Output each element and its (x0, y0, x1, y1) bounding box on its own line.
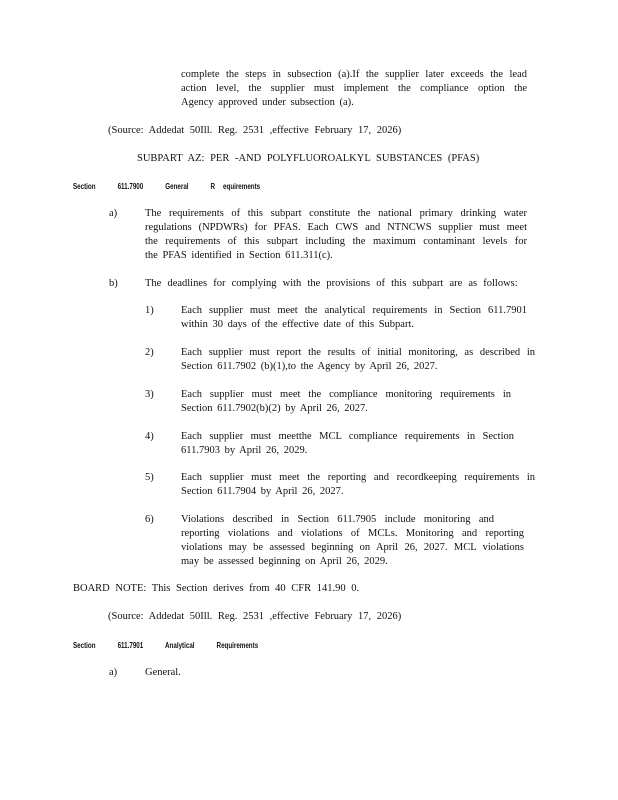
subitem-label: 1) (145, 305, 154, 316)
section-title-part: Requirements (216, 641, 259, 650)
section-number: 611.7901 (117, 641, 144, 650)
section-title-part: General (165, 182, 189, 191)
item-b-text (145, 277, 525, 291)
subitem-text (181, 430, 514, 458)
source-note: (Source: Addedat 50Ill. Reg. 2531 ,effective February 17, 2026) (108, 125, 402, 136)
item-a-text (145, 207, 527, 263)
item-a-line: regulations (NPDWRs) for PFAS. Each CWS and NTNCWS supplier must meet (145, 222, 527, 233)
subitem-text (181, 304, 527, 332)
item-a2-text: General. (145, 667, 181, 678)
subitem-line: may be assessed beginning on April 26, 2029. (181, 556, 388, 567)
item-a2-label: a) (109, 667, 118, 678)
section-title-part: Analytical (165, 641, 195, 650)
intro-paragraph (181, 68, 527, 110)
subitem-line: Section 611.7902(b)(2) by April 26, 2027. (181, 403, 368, 414)
item-a-line: the PFAS identified in Section 611.311(c). (145, 250, 333, 261)
subitem-label: 3) (145, 389, 154, 400)
section-title-part: R (210, 182, 216, 191)
subitem-label: 4) (145, 431, 154, 442)
subitem-line: Each supplier must meetthe MCL compliance requirements in Section (181, 431, 514, 442)
subitem-line: Each supplier must report the results of initial monitoring, as described in (181, 347, 535, 358)
item-b-line: The deadlines for complying with the provisions of this subpart are as follows: (145, 278, 518, 289)
subpart-title: SUBPART AZ: PER -AND POLYFLUOROALKYL SUBSTANCES (PFAS) (137, 153, 480, 164)
board-note: BOARD NOTE: This Section derives from 40 CFR 141.90 0. (73, 583, 360, 594)
subitem-line: 611.7903 by April 26, 2029. (181, 445, 308, 456)
subitem-label: 2) (145, 347, 154, 358)
item-a-line: The requirements of this subpart constitute the national primary drinking water (145, 208, 527, 219)
subitem-label: 6) (145, 514, 154, 525)
section-heading-7901 (73, 640, 278, 652)
subitem-line: Section 611.7904 by April 26, 2027. (181, 486, 344, 497)
section-number: 611.7900 (117, 182, 144, 191)
section-title-part: equirements (223, 182, 261, 191)
subitem-label: 5) (145, 472, 154, 483)
subitem-line: violations may be assessed beginning on April 26, 2027. MCL violations (181, 542, 524, 553)
item-b-label: b) (109, 278, 118, 289)
intro-line: Agency approved under subsection (a). (181, 97, 354, 108)
subitem-line: reporting violations and violations of MCLs. Monitoring and reporting (181, 528, 524, 539)
item-a-label: a) (109, 208, 118, 219)
section-word: Section (73, 182, 96, 191)
subitem-text (181, 471, 535, 499)
subitem-line: Each supplier must meet the compliance monitoring requirements in (181, 389, 511, 400)
intro-line: action level, the supplier must implement the compliance option the (181, 83, 527, 94)
item-a-line: the requirements of this subpart including the maximum contaminant levels for (145, 236, 527, 247)
section-word: Section (73, 641, 96, 650)
subitem-line: Each supplier must meet the reporting and recordkeeping requirements in (181, 472, 535, 483)
intro-line: complete the steps in subsection (a).If the supplier later exceeds the lead (181, 69, 527, 80)
subitem-line: Violations described in Section 611.7905 include monitoring and (181, 514, 494, 525)
subitem-line: within 30 days of the effective date of this Subpart. (181, 319, 415, 330)
section-heading-7900 (73, 181, 280, 193)
source-note: (Source: Addedat 50Ill. Reg. 2531 ,effective February 17, 2026) (108, 611, 402, 622)
subitem-text (181, 346, 535, 374)
subitem-line: Each supplier must meet the analytical requirements in Section 611.7901 (181, 305, 527, 316)
subitem-line: Section 611.7902 (b)(1),to the Agency by April 26, 2027. (181, 361, 438, 372)
subitem-text (181, 513, 524, 569)
subitem-text (181, 388, 511, 416)
